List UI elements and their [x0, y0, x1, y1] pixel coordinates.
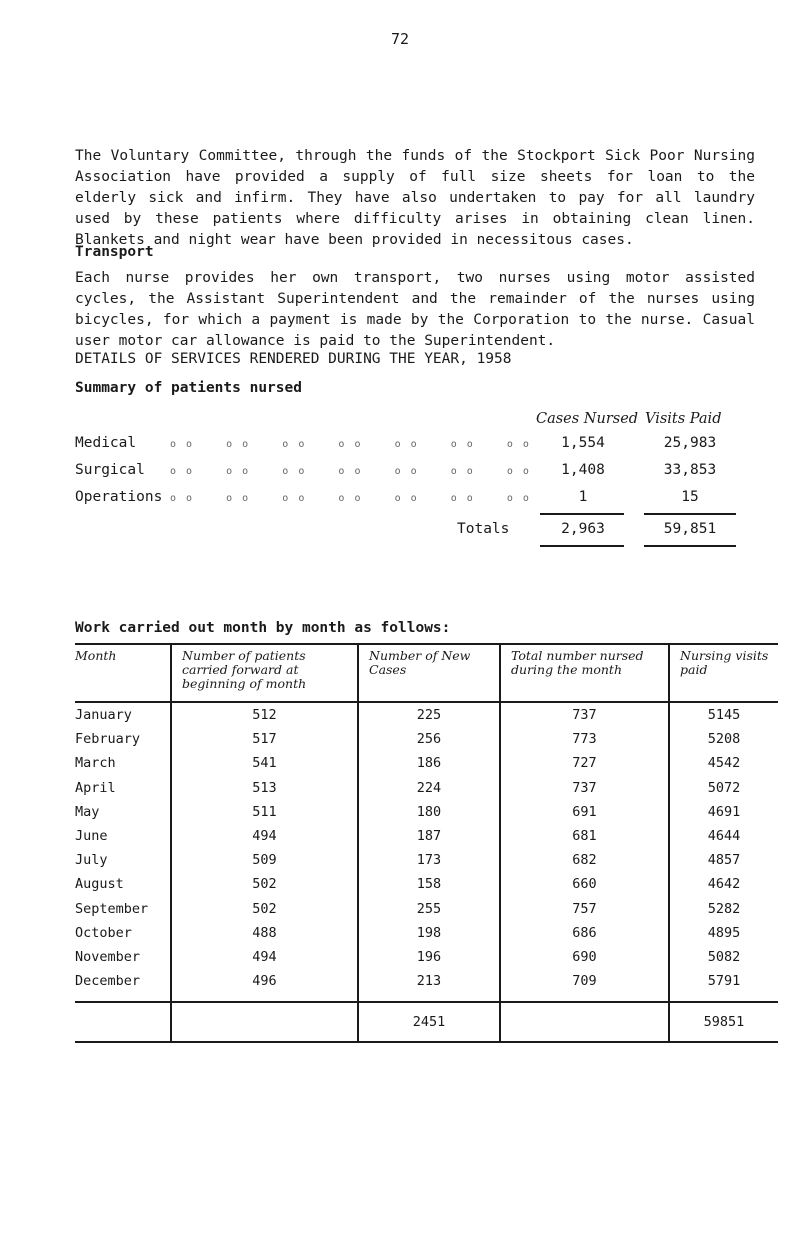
nursing-visits-cell: 5208	[669, 727, 778, 751]
total-nursed-cell: 691	[500, 800, 669, 824]
total-nursed-cell: 682	[500, 848, 669, 872]
new-cases-cell: 196	[358, 945, 500, 969]
leader-dots: o o o o o o o o o o o o o o	[170, 466, 531, 477]
nursing-visits-cell: 5082	[669, 945, 778, 969]
new-cases-cell: 173	[358, 848, 500, 872]
new-cases-cell: 256	[358, 727, 500, 751]
summary-heading: Summary of patients nursed	[75, 380, 302, 396]
summary-row-visits: 25,983	[663, 435, 717, 451]
total-nursed-cell: 727	[500, 751, 669, 775]
leader-dots: o o o o o o o o o o o o o o	[170, 439, 531, 450]
new-cases-cell: 255	[358, 897, 500, 921]
nursing-visits-cell: 5282	[669, 897, 778, 921]
total-nursed-cell: 681	[500, 824, 669, 848]
intro-paragraph: The Voluntary Committee, through the funds of the Stockport Sick Poor Nursing Association have provided a supply of full size sheets for loan to the elderly sick and infirm. They have also undertaken to pay for all laundry used by these patients where difficulty arises in obtaining clean linen. Blankets and night wear have been provided in necessitous cases.	[75, 148, 755, 248]
summary-row-visits: 33,853	[663, 462, 717, 478]
summary-row-visits: 15	[681, 489, 699, 505]
page-number: 72	[390, 30, 410, 48]
nursing-visits-cell: 4644	[669, 824, 778, 848]
month-cell: January	[75, 707, 132, 724]
nursing-visits-cell: 5791	[669, 969, 778, 1002]
month-cell: June	[75, 828, 108, 845]
summary-row-label: Medical	[75, 435, 137, 451]
nursing-visits-cell: 4542	[669, 751, 778, 775]
table-row	[75, 969, 778, 1002]
table-row	[75, 897, 778, 921]
table-header-row	[75, 644, 778, 702]
summary-double-rule-visits	[644, 545, 736, 547]
total-nursed-cell: 773	[500, 727, 669, 751]
carried-forward-cell: 517	[171, 727, 358, 751]
carried-forward-cell: 512	[171, 702, 358, 727]
table-row	[75, 702, 778, 727]
summary-row-label: Surgical	[75, 462, 145, 478]
table-row	[75, 800, 778, 824]
month-cell: August	[75, 876, 124, 893]
month-cell: July	[75, 852, 108, 869]
header-new-cases: Number of New Cases	[358, 644, 500, 702]
table-row	[75, 945, 778, 969]
nursing-visits-cell: 4857	[669, 848, 778, 872]
table-row	[75, 776, 778, 800]
carried-forward-cell: 488	[171, 921, 358, 945]
total-nursed-cell: 757	[500, 897, 669, 921]
table-row	[75, 751, 778, 775]
table-row	[75, 824, 778, 848]
details-heading: DETAILS OF SERVICES RENDERED DURING THE YEAR, 1958	[75, 351, 512, 367]
carried-forward-cell: 502	[171, 872, 358, 896]
summary-row-cases: 1,408	[561, 462, 605, 478]
header-carried-forward: Number of patients carried forward at beginning of month	[171, 644, 358, 702]
table-row	[75, 848, 778, 872]
nursing-visits-cell: 5145	[669, 702, 778, 727]
summary-col-cases: Cases Nursed	[536, 411, 639, 427]
new-cases-cell: 180	[358, 800, 500, 824]
total-nursed-cell: 709	[500, 969, 669, 1002]
summary-total-visits: 59,851	[663, 521, 717, 537]
summary-row	[0, 489, 800, 509]
total-nursed-cell: 690	[500, 945, 669, 969]
month-cell: February	[75, 731, 141, 748]
carried-forward-cell: 513	[171, 776, 358, 800]
transport-paragraph: Each nurse provides her own transport, two nurses using motor assisted cycles, the Assistant Superintendent and the remainder of the nurses using bicycles, for which a payment is made by the Corporation to the nurse. Casual user motor car allowance is paid to the Superintendent.	[75, 270, 755, 349]
new-cases-cell: 158	[358, 872, 500, 896]
summary-row	[0, 435, 800, 455]
leader-dots: o o o o o o o o o o o o o o	[170, 493, 531, 504]
header-nursing-visits: Nursing visits paid	[669, 644, 778, 702]
nursing-visits-cell: 4642	[669, 872, 778, 896]
carried-forward-cell: 511	[171, 800, 358, 824]
summary-rule-cases	[540, 513, 624, 515]
header-month: Month	[75, 644, 171, 702]
nursing-visits-cell: 4691	[669, 800, 778, 824]
month-cell: May	[75, 803, 100, 820]
month-cell: November	[75, 948, 141, 965]
total-nursing-visits: 59851	[669, 1002, 778, 1042]
nursing-visits-cell: 4895	[669, 921, 778, 945]
month-cell: September	[75, 900, 149, 917]
table-row	[75, 921, 778, 945]
summary-col-visits: Visits Paid	[645, 411, 722, 427]
carried-forward-cell: 541	[171, 751, 358, 775]
carried-forward-cell: 494	[171, 824, 358, 848]
carried-forward-cell: 496	[171, 969, 358, 1002]
summary-rule-visits	[644, 513, 736, 515]
table-row	[75, 872, 778, 896]
carried-forward-cell: 502	[171, 897, 358, 921]
total-new-cases: 2451	[358, 1002, 500, 1042]
month-cell: March	[75, 755, 116, 772]
summary-totals-row	[0, 521, 800, 541]
total-nursed-cell: 660	[500, 872, 669, 896]
nursing-visits-cell: 5072	[669, 776, 778, 800]
new-cases-cell: 187	[358, 824, 500, 848]
summary-row	[0, 462, 800, 482]
new-cases-cell: 186	[358, 751, 500, 775]
new-cases-cell: 213	[358, 969, 500, 1002]
monthly-table	[75, 643, 778, 1043]
month-cell: October	[75, 924, 132, 941]
new-cases-cell: 198	[358, 921, 500, 945]
header-total-nursed: Total number nursed during the month	[500, 644, 669, 702]
table-row	[75, 727, 778, 751]
summary-total-cases: 2,963	[561, 521, 605, 537]
table-total-row	[75, 1002, 778, 1042]
total-nursed-cell: 686	[500, 921, 669, 945]
summary-row-label: Operations	[75, 489, 163, 505]
summary-double-rule-cases	[540, 545, 624, 547]
carried-forward-cell: 509	[171, 848, 358, 872]
month-cell: December	[75, 973, 141, 990]
new-cases-cell: 225	[358, 702, 500, 727]
transport-heading: Transport	[75, 244, 154, 260]
month-cell: April	[75, 779, 116, 796]
work-heading: Work carried out month by month as follows:	[75, 620, 451, 636]
summary-row-cases: 1	[578, 489, 588, 505]
carried-forward-cell: 494	[171, 945, 358, 969]
summary-row-cases: 1,554	[561, 435, 605, 451]
total-nursed-cell: 737	[500, 776, 669, 800]
summary-totals-label: Totals	[457, 521, 510, 537]
new-cases-cell: 224	[358, 776, 500, 800]
total-nursed-cell: 737	[500, 702, 669, 727]
